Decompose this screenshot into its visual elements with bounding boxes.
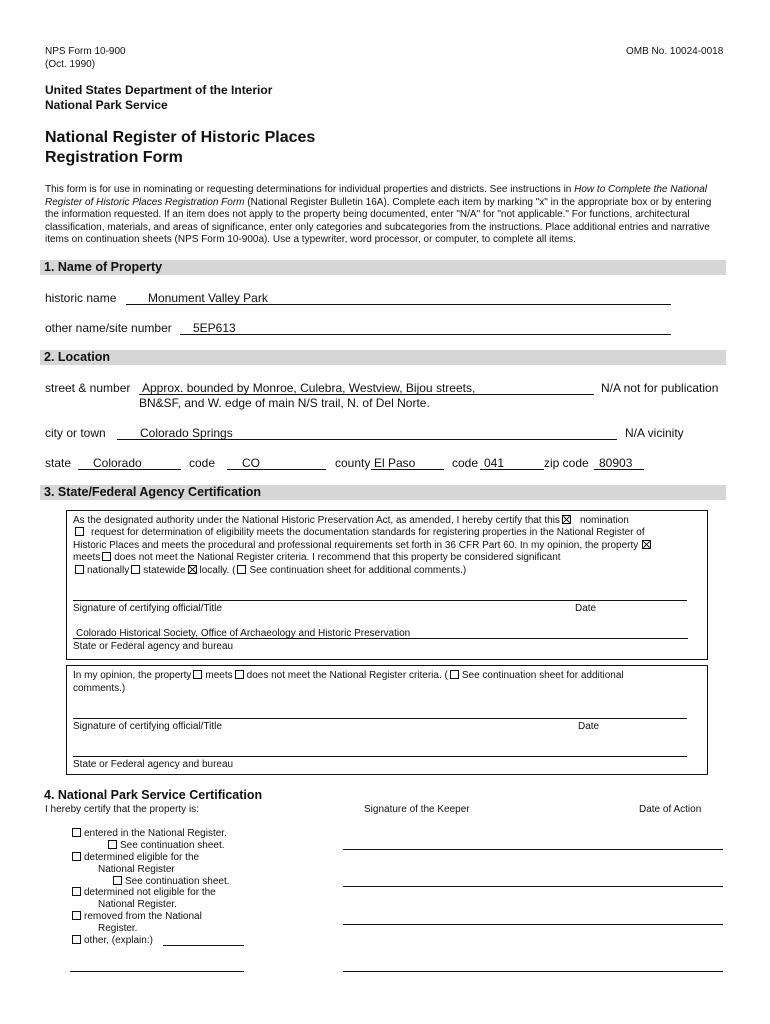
date-of-action-label: Date of Action xyxy=(639,804,702,815)
section-1-header: 1. Name of Property xyxy=(40,260,726,275)
option-not-eligible-line2: National Register. xyxy=(98,899,177,910)
signature-official-label-2: Signature of certifying official/Title xyxy=(73,721,222,732)
option-eligible: determined eligible for the xyxy=(70,852,199,864)
option-continuation-1: See continuation sheet. xyxy=(106,840,225,852)
not-eligible-checkbox[interactable] xyxy=(72,887,81,896)
removed-checkbox[interactable] xyxy=(72,911,81,920)
state-code-field[interactable]: CO xyxy=(242,456,260,470)
agency-label: State or Federal agency and bureau xyxy=(73,641,234,652)
opinion-line1: In my opinion, the property meets does not meet the National Register criteria. ( See continuation sheet for additional xyxy=(73,670,624,681)
does-not-meet-checkbox[interactable] xyxy=(102,552,111,561)
city-label: city or town xyxy=(45,426,106,440)
option-removed-line2: Register. xyxy=(98,923,138,934)
agency-field[interactable]: Colorado Historical Society, Office of Archaeology and Historic Preservation xyxy=(76,628,411,639)
vicinity: N/A vicinity xyxy=(625,426,684,440)
street-field-line1[interactable]: Approx. bounded by Monroe, Culebra, Westview, Bijou streets, xyxy=(142,381,476,395)
state-field[interactable]: Colorado xyxy=(93,456,142,470)
department: United States Department of the Interior xyxy=(45,83,273,97)
other-name-label: other name/site number xyxy=(45,321,172,335)
section-4-header: 4. National Park Service Certification xyxy=(40,788,726,803)
service: National Park Service xyxy=(45,98,168,112)
form-number: NPS Form 10-900 xyxy=(45,46,126,57)
date-label-2: Date xyxy=(578,721,600,732)
street-label: street & number xyxy=(45,381,131,395)
opinion-line2: comments.) xyxy=(73,683,126,694)
certify-label: I hereby certify that the property is: xyxy=(45,804,199,815)
nomination-checkbox[interactable] xyxy=(562,515,571,524)
meets-checkbox[interactable] xyxy=(642,540,651,549)
cert-line4: meets does not meet the National Register criteria. I recommend that this property be considered significant xyxy=(73,552,561,563)
historic-name-field[interactable]: Monument Valley Park xyxy=(148,291,268,305)
omb-number: OMB No. 10024-0018 xyxy=(626,46,724,57)
eligible-checkbox[interactable] xyxy=(72,852,81,861)
cert-line3: Historic Places and meets the procedural and professional requirements set forth in 36 CFR Part 60. In my opinion, the property xyxy=(73,540,654,552)
continuation-checkbox[interactable] xyxy=(237,565,246,574)
keeper-signature-line-1[interactable] xyxy=(343,849,723,850)
opinion-meets-checkbox[interactable] xyxy=(193,670,202,679)
entered-checkbox[interactable] xyxy=(72,828,81,837)
state-code-label: code xyxy=(189,456,216,470)
other-explain-field[interactable] xyxy=(163,945,244,946)
county-field[interactable]: El Paso xyxy=(374,456,416,470)
option-not-eligible: determined not eligible for the xyxy=(70,887,216,899)
not-for-publication: N/A not for publication xyxy=(601,381,719,395)
date-label: Date xyxy=(575,603,597,614)
other-name-field[interactable]: 5EP613 xyxy=(193,321,236,335)
option-continuation-2: See continuation sheet. xyxy=(111,876,230,888)
keeper-signature-line-3[interactable] xyxy=(343,924,723,925)
cert-line2: request for determination of eligibility meets the documentation standards for registering properties in the National Register of xyxy=(73,527,645,539)
keeper-signature-line-2[interactable] xyxy=(343,886,723,887)
agency-label-2: State or Federal agency and bureau xyxy=(73,759,234,770)
request-checkbox[interactable] xyxy=(75,527,84,536)
section-2-header: 2. Location xyxy=(40,350,726,365)
keeper-signature-line-4[interactable] xyxy=(343,971,723,972)
street-field-line2[interactable]: BN&SF, and W. edge of main N/S trail, N. of Del Norte. xyxy=(139,396,430,410)
keeper-label: Signature of the Keeper xyxy=(364,804,470,815)
zip-field[interactable]: 80903 xyxy=(599,456,633,470)
instructions-paragraph: This form is for use in nominating or requesting determinations for individual properties and districts. See instructions in How to Complete the National Register of Historic Places Registration Form (National Register Bulletin 16A). Complete each item by marking "x" in the appropriate box or by entering the information requested. If an item does not apply to the property being documented, enter "N/A" for "not applicable." For functions, architectural classification, materials, and areas of significance, enter only categories and subcategories from the instructions. Place additional entries and narrative items on continuation sheets (NPS Form 10-900a). Use a typewriter, word processor, or computer, to complete all items. xyxy=(45,184,712,245)
option-removed: removed from the National xyxy=(70,911,202,923)
locally-checkbox[interactable] xyxy=(188,565,197,574)
city-field[interactable]: Colorado Springs xyxy=(140,426,233,440)
county-label: county xyxy=(335,456,371,470)
signature-official-label: Signature of certifying official/Title xyxy=(73,603,222,614)
state-label: state xyxy=(45,456,72,470)
county-code-field[interactable]: 041 xyxy=(484,456,505,470)
option-entered: entered in the National Register. xyxy=(70,828,227,840)
continuation-2-checkbox[interactable] xyxy=(113,876,122,885)
opinion-continuation-checkbox[interactable] xyxy=(450,670,459,679)
option-other: other, (explain:) xyxy=(70,935,153,947)
cert-line5: nationally statewide locally. ( See continuation sheet for additional comments.) xyxy=(73,565,466,577)
form-title-line1: National Register of Historic Places xyxy=(45,129,316,146)
historic-name-label: historic name xyxy=(45,291,117,305)
zip-label: zip code xyxy=(544,456,589,470)
opinion-does-not-meet-checkbox[interactable] xyxy=(235,670,244,679)
other-checkbox[interactable] xyxy=(72,935,81,944)
section-3-header: 3. State/Federal Agency Certification xyxy=(40,485,726,500)
continuation-1-checkbox[interactable] xyxy=(108,840,117,849)
form-title-line2: Registration Form xyxy=(45,149,183,166)
cert-line1: As the designated authority under the National Historic Preservation Act, as amended, I hereby certify that this nomination xyxy=(73,515,629,526)
county-code-label: code xyxy=(452,456,479,470)
statewide-checkbox[interactable] xyxy=(131,565,140,574)
form-date: (Oct. 1990) xyxy=(45,59,96,70)
option-eligible-line2: National Register xyxy=(98,864,175,875)
nationally-checkbox[interactable] xyxy=(75,565,84,574)
